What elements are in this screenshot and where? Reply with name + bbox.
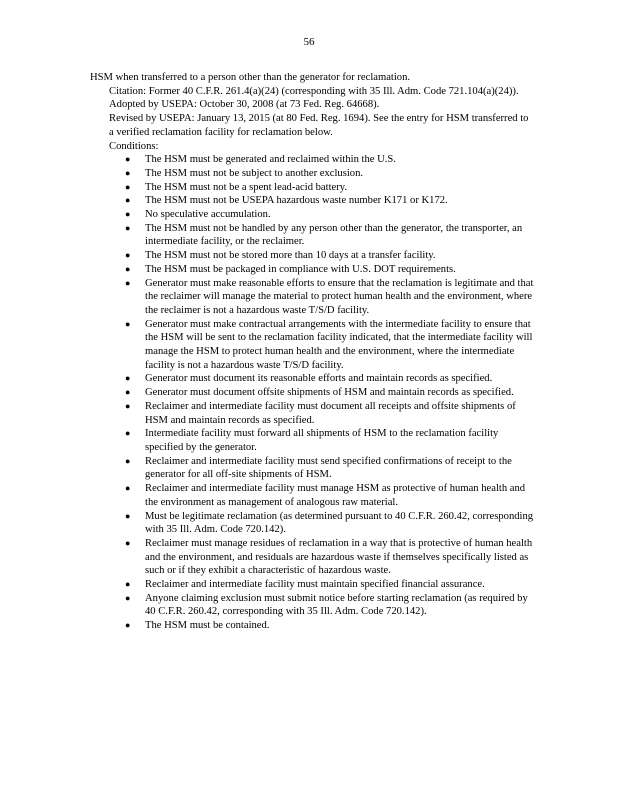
condition-item: ● Generator must make reasonable efforts to ensure that the reclamation is legitimate and that the reclaimer will manage the material to protect human health and the environment, where the reclaimer is not a hazardous waste T/S/D facility. — [145, 277, 535, 318]
condition-item: ● Generator must document its reasonable efforts and maintain records as specified. — [145, 372, 535, 386]
condition-item: ● Anyone claiming exclusion must submit notice before starting reclamation (as required by 40 C.F.R. 260.42, corresponding with 35 Ill. Adm. Code 720.142). — [145, 592, 535, 619]
condition-item: ● Generator must document offsite shipments of HSM and maintain records as specified. — [145, 386, 535, 400]
condition-item: ● The HSM must not be a spent lead-acid battery. — [145, 181, 535, 195]
condition-item: ● Reclaimer and intermediate facility must manage HSM as protective of human health and the environment as management of analogous raw material. — [145, 482, 535, 509]
condition-item: ● Must be legitimate reclamation (as determined pursuant to 40 C.F.R. 260.42, corresponding with 35 Ill. Adm. Code 720.142). — [145, 510, 535, 537]
citation: Citation: Former 40 C.F.R. 261.4(a)(24) (corresponding with 35 Ill. Adm. Code 721.104(a)(24)). — [109, 85, 519, 97]
condition-item: ● Intermediate facility must forward all shipments of HSM to the reclamation facility specified by the generator. — [145, 427, 535, 454]
condition-item: ● The HSM must not be handled by any person other than the generator, the transporter, an intermediate facility, or the reclaimer. — [145, 222, 535, 249]
condition-item: ● Reclaimer and intermediate facility must maintain specified financial assurance. — [145, 578, 535, 592]
page-number: 56 — [303, 36, 315, 48]
condition-item: ● The HSM must be contained. — [145, 619, 535, 633]
condition-item: ● The HSM must not be USEPA hazardous waste number K171 or K172. — [145, 194, 535, 208]
revised-note: Revised by USEPA: January 13, 2015 (at 80 Fed. Reg. 1694). See the entry for HSM transferred to a verified reclamation facility for reclamation below. — [109, 113, 529, 138]
condition-item: ● The HSM must not be stored more than 10 days at a transfer facility. — [145, 249, 535, 263]
condition-item: ● The HSM must be generated and reclaimed within the U.S. — [145, 153, 535, 167]
condition-item: ● No speculative accumulation. — [145, 208, 535, 222]
document-body — [90, 71, 535, 633]
adopted-date: Adopted by USEPA: October 30, 2008 (at 73 Fed. Reg. 64668). — [109, 99, 380, 111]
condition-item: ● Generator must make contractual arrangements with the intermediate facility to ensure that the HSM will be sent to the reclamation facility indicated, that the intermediate facility will manage the HSM to protect human health and the environment, where the intermediate facility is not a hazardous waste T/S/D facility. — [145, 318, 535, 373]
conditions-label: Conditions: — [109, 140, 159, 152]
condition-item: ● The HSM must not be subject to another exclusion. — [145, 167, 535, 181]
entry-title: HSM when transferred to a person other than the generator for reclamation. — [90, 72, 411, 83]
entry-details — [90, 85, 535, 154]
condition-item: ● Reclaimer and intermediate facility must send specified confirmations of receipt to the generator for all off-site shipments of HSM. — [145, 455, 535, 482]
conditions-list — [90, 153, 535, 633]
condition-item: ● Reclaimer must manage residues of reclamation in a way that is protective of human health and the environment, and residuals are hazardous waste if themselves specifically listed as such or if they exhibit a characteristic of hazardous waste. — [145, 537, 535, 578]
condition-item: ● The HSM must be packaged in compliance with U.S. DOT requirements. — [145, 263, 535, 277]
condition-item: ● Reclaimer and intermediate facility must document all receipts and offsite shipments of HSM and maintain records as specified. — [145, 400, 535, 427]
